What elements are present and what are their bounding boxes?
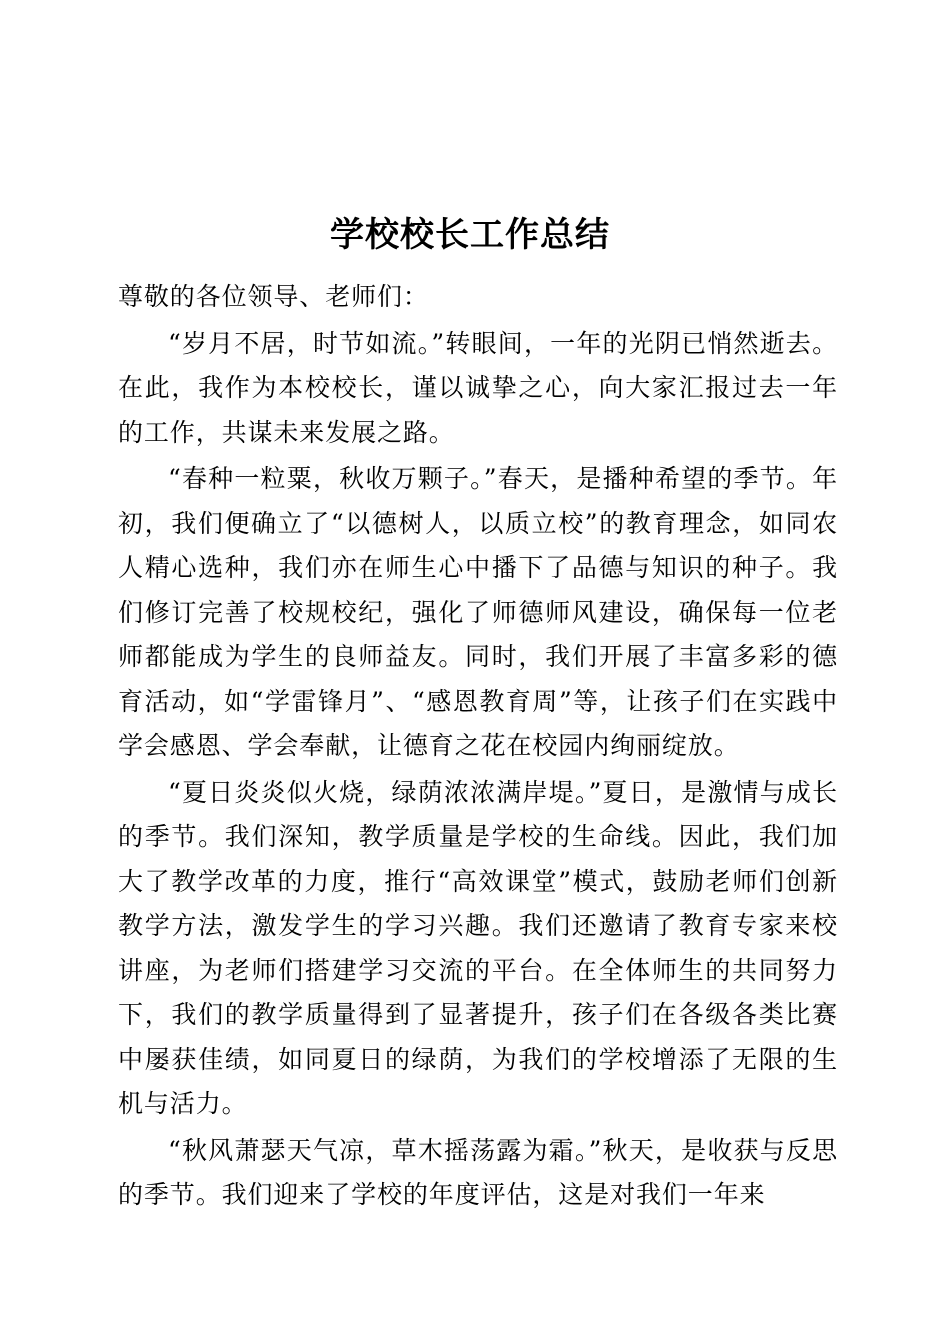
salutation: 尊敬的各位领导、老师们：: [118, 282, 429, 311]
paragraph-summer: “夏日炎炎似火烧，绿荫浓浓满岸堤。”夏日，是激情与成长的季节。我们深知，教学质量是学校的生命线。因此，我们加大了教学改革的力度，推行“高效课堂”模式，鼓励老师们创新教学方法，激发学生的学习兴趣。我们还邀请了教育专家来校讲座，为老师们搭建学习交流的平台。在全体师生的共同努力下，我们的教学质量得到了显著提升，孩子们在各级各类比赛中屡获佳绩，如同夏日的绿荫，为我们的学校增添了无限的生机与活力。: [118, 777, 838, 1118]
paragraph-autumn: “秋风萧瑟天气凉，草木摇荡露为霜。”秋天，是收获与反思的季节。我们迎来了学校的年度评估，这是对我们一年来: [118, 1135, 838, 1209]
paragraph-intro: “岁月不居，时节如流。”转眼间，一年的光阴已悄然逝去。在此，我作为本校校长，谨以诚挚之心，向大家汇报过去一年的工作，共谋未来发展之路。: [118, 328, 838, 447]
document-title: 学校校长工作总结: [330, 215, 610, 255]
document-body: [118, 275, 838, 1220]
paragraph-spring: “春种一粒粟，秋收万颗子。”春天，是播种希望的季节。年初，我们便确立了“以德树人，以质立校”的教育理念，如同农人精心选种，我们亦在师生心中播下了品德与知识的种子。我们修订完善了校规校纪，强化了师德师风建设，确保每一位老师都能成为学生的良师益友。同时，我们开展了丰富多彩的德育活动，如“学雷锋月”、“感恩教育周”等，让孩子们在实践中学会感恩、学会奉献，让德育之花在校园内绚丽绽放。: [118, 464, 838, 760]
